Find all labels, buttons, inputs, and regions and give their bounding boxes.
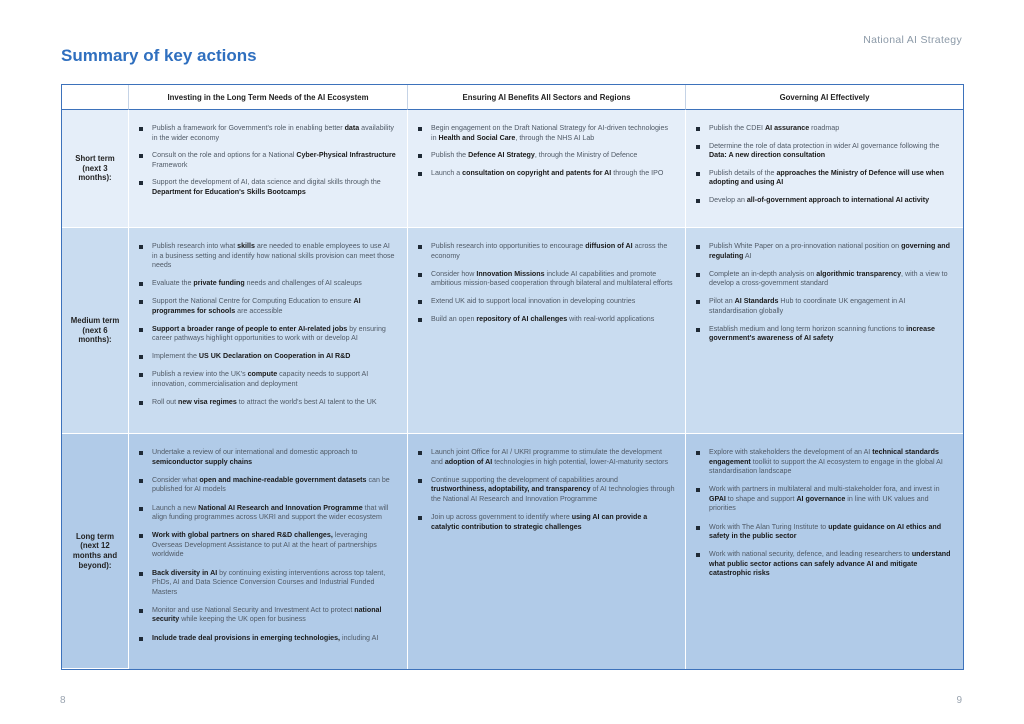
action-text: , through the NHS AI Lab — [515, 133, 595, 142]
action-item — [416, 448, 675, 467]
action-item — [694, 523, 953, 542]
action-text: Work with national security, defence, and leading researchers to — [709, 550, 912, 559]
action-text: Publish the CDEI — [709, 124, 765, 132]
key-actions-table — [61, 84, 964, 670]
long-term-long-term-needs — [129, 434, 408, 669]
action-text: Join up across government to identify where — [431, 513, 572, 522]
action-emphasis: using AI can provide a catalytic contribution to strategic challenges — [431, 513, 648, 531]
action-text: by ensuring career pathways highlight opportunities to work with or develop AI — [152, 324, 386, 342]
action-emphasis: skills — [237, 242, 255, 250]
action-item — [416, 476, 675, 505]
action-text: , with a view to develop a cross-government standard — [709, 269, 948, 287]
medium-term-long-term-needs — [129, 228, 408, 434]
action-text: Roll out — [152, 397, 179, 406]
action-text: needs and challenges of AI scaleups — [244, 279, 362, 287]
action-item — [137, 352, 397, 362]
action-emphasis: AI Standards — [734, 297, 779, 305]
short-term-long-term-needs — [129, 110, 408, 228]
column-header-governing-ai: Governing AI Effectively — [686, 85, 963, 110]
action-list — [137, 448, 397, 643]
action-emphasis: algorithmic transparency — [816, 269, 902, 278]
action-text: Publish a review into the UK's — [152, 370, 248, 378]
action-item — [137, 476, 397, 495]
action-text: are needed to enable employees to use AI in a business setting and identify how national skills provision can meet those needs — [152, 242, 395, 269]
action-text: by continuing existing interventions across top talent, PhDs, AI and Data Science Conversion Courses and Industrial Funded Masters — [152, 568, 386, 596]
action-item — [694, 485, 953, 514]
action-item — [137, 606, 397, 625]
action-emphasis: Support a broader range of people to enter AI-related jobs — [152, 324, 348, 333]
row-label-medium-term: Medium term (next 6 months): — [62, 228, 129, 434]
action-emphasis: diffusion of AI — [585, 242, 633, 250]
action-item — [694, 242, 953, 261]
action-text: while keeping the UK open for business — [179, 615, 306, 624]
action-item — [694, 297, 953, 316]
action-text: Launch joint Office for AI / UKRI programme to stimulate the development and — [431, 448, 662, 466]
action-text: to attract the world's best AI talent to the UK — [236, 397, 377, 406]
action-text: Complete an in-depth analysis on — [709, 269, 817, 278]
action-text: Work with The Alan Turing Institute to — [709, 522, 829, 531]
action-text: that will align funding programmes across UKRI and support the wider ecosystem — [152, 503, 389, 522]
action-item — [694, 270, 953, 289]
action-emphasis: consultation on copyright and patents for AI — [462, 168, 612, 177]
row-label-long-term: Long term (next 12 months and beyond): — [62, 434, 129, 669]
action-emphasis: Data: A new direction consultation — [709, 151, 826, 159]
action-item — [416, 124, 675, 143]
column-header-ai-benefits: Ensuring AI Benefits All Sectors and Regions — [408, 85, 686, 110]
action-text: roadmap — [809, 124, 840, 132]
action-text: Publish a framework for Government's role in enabling better — [152, 124, 345, 132]
action-text: Work with partners in multilateral and multi-stakeholder fora, and invest in — [709, 485, 940, 494]
action-text: Publish research into opportunities to encourage — [431, 242, 586, 250]
action-item — [694, 448, 953, 477]
action-emphasis: Health and Social Care — [438, 133, 516, 142]
short-term-governing-ai — [686, 110, 963, 228]
action-list — [694, 124, 953, 205]
action-text: Framework — [152, 160, 188, 169]
medium-term-governing-ai — [686, 228, 963, 434]
action-text: are accessible — [235, 306, 283, 315]
action-item — [416, 513, 675, 532]
action-text: Publish White Paper on a pro-innovation national position on — [709, 242, 902, 250]
action-emphasis: Defence AI Strategy — [468, 151, 535, 159]
action-emphasis: governing and regulating — [709, 242, 950, 260]
action-item — [416, 270, 675, 289]
action-emphasis: all-of-government approach to international AI activity — [746, 195, 930, 204]
action-item — [694, 325, 953, 344]
action-text: capacity needs to support AI innovation, commercialisation and deployment — [152, 370, 369, 388]
action-text: Evaluate the — [152, 279, 194, 287]
action-item — [137, 531, 397, 560]
action-emphasis: Work with global partners on shared R&D challenges, — [152, 531, 333, 540]
action-text: Determine the role of data protection in wider AI governance following the — [709, 141, 940, 150]
action-emphasis: AI governance — [796, 494, 846, 503]
action-text: across the economy — [431, 242, 668, 260]
action-emphasis: national security — [152, 605, 382, 624]
action-text: , through the Ministry of Defence — [534, 151, 638, 159]
action-item — [137, 325, 397, 344]
action-emphasis: understand what public sector actions can safely advance AI and mitigate catastrophic risks — [709, 550, 951, 578]
table-corner — [62, 85, 129, 110]
action-text: technologies in high potential, lower-AI-maturity sectors — [492, 457, 669, 466]
action-text: through the IPO — [611, 168, 664, 177]
action-item — [137, 448, 397, 467]
action-text: Explore with stakeholders the development of an AI — [709, 448, 873, 456]
action-list — [416, 242, 675, 325]
action-emphasis: compute — [247, 370, 278, 378]
action-emphasis: update guidance on AI ethics and safety in the public sector — [709, 522, 942, 541]
action-text: Publish details of the — [709, 168, 777, 177]
action-list — [694, 448, 953, 579]
action-emphasis: open and machine-readable government datasets — [199, 475, 367, 484]
action-item — [137, 124, 397, 143]
action-text: to shape and support — [725, 494, 797, 503]
page-number-left: 8 — [60, 695, 66, 706]
action-text: leveraging Overseas Development Assistance to put AI at the heart of partnerships worldwide — [152, 531, 377, 559]
action-item — [694, 196, 953, 206]
action-item — [416, 169, 675, 179]
action-emphasis: US UK Declaration on Cooperation in AI R&D — [198, 352, 351, 360]
action-item — [416, 242, 675, 261]
action-text: Implement the — [152, 352, 199, 360]
action-text: Consider how — [431, 269, 477, 278]
action-emphasis: technical standards engagement — [709, 448, 939, 466]
action-item — [137, 504, 397, 523]
action-item — [137, 279, 397, 289]
action-text: Develop an — [709, 195, 747, 204]
action-text: Consult on the role and options for a National — [152, 151, 297, 159]
action-text: Consider what — [152, 475, 200, 484]
action-list — [137, 124, 397, 197]
action-item — [694, 169, 953, 188]
action-list — [137, 242, 397, 407]
action-item — [694, 550, 953, 579]
long-term-governing-ai — [686, 434, 963, 669]
action-item — [137, 370, 397, 389]
action-item — [416, 315, 675, 325]
action-text: include AI capabilities and promote ambitious mission-based cooperation through bilateral and multilateral efforts — [431, 269, 673, 287]
short-term-ai-benefits — [408, 110, 686, 228]
action-text: AI — [743, 251, 752, 260]
action-list — [416, 124, 675, 178]
action-text: Hub to coordinate UK engagement in AI standardisation globally — [709, 297, 906, 315]
action-text: Support the development of AI, data science and digital skills through the — [152, 178, 381, 186]
action-emphasis: Department for Education's Skills Bootcamps — [152, 187, 306, 196]
action-item — [416, 297, 675, 307]
action-text: of AI technologies through the National AI Research and Innovation Programme — [431, 485, 675, 503]
action-item — [416, 151, 675, 161]
action-item — [694, 124, 953, 134]
action-list — [694, 242, 953, 344]
column-header-long-term-needs: Investing in the Long Term Needs of the AI Ecosystem — [129, 85, 408, 110]
action-text: Monitor and use National Security and Investment Act to protect — [152, 605, 355, 614]
action-item — [694, 142, 953, 161]
action-item — [137, 634, 397, 644]
action-emphasis: repository of AI challenges — [476, 315, 568, 323]
action-text: Begin engagement on the Draft National Strategy for AI-driven technologies in — [431, 124, 668, 142]
action-text: Build an open — [431, 315, 477, 323]
action-text: including AI — [340, 633, 379, 642]
action-emphasis: approaches the Ministry of Defence will use when adopting and using AI — [709, 168, 944, 186]
action-text: can be published for AI models — [152, 475, 390, 494]
long-term-ai-benefits — [408, 434, 686, 669]
action-emphasis: Cyber-Physical Infrastructure — [296, 151, 396, 159]
action-text: availability in the wider economy — [152, 124, 394, 142]
action-emphasis: data — [344, 124, 360, 132]
action-text: Launch a new — [152, 503, 199, 512]
action-item — [137, 297, 397, 316]
action-emphasis: increase government's awareness of AI safety — [709, 324, 935, 342]
action-emphasis: trustworthiness, adoptability, and transparency — [431, 485, 591, 494]
action-text: Publish the — [431, 151, 469, 159]
action-emphasis: private funding — [193, 279, 245, 287]
document-title: National AI Strategy — [863, 34, 962, 46]
action-emphasis: Include trade deal provisions in emerging technologies, — [152, 633, 341, 642]
action-item — [137, 569, 397, 598]
action-list — [416, 448, 675, 532]
action-text: Support the National Centre for Computing Education to ensure — [152, 297, 354, 305]
action-emphasis: adoption of AI — [444, 457, 493, 466]
action-emphasis: AI assurance — [765, 124, 810, 132]
medium-term-ai-benefits — [408, 228, 686, 434]
row-label-short-term: Short term (next 3 months): — [62, 110, 129, 228]
action-emphasis: Innovation Missions — [476, 269, 545, 278]
action-emphasis: Back diversity in AI — [152, 568, 218, 577]
action-text: Establish medium and long term horizon scanning functions to — [709, 324, 907, 333]
action-emphasis: AI programmes for schools — [152, 297, 361, 315]
action-item — [137, 151, 397, 170]
action-item — [137, 178, 397, 197]
action-text: Undertake a review of our international and domestic approach to — [152, 448, 358, 456]
action-text: Extend UK aid to support local innovation in developing countries — [431, 297, 636, 305]
action-emphasis: National AI Research and Innovation Programme — [198, 503, 363, 512]
action-text: Continue supporting the development of capabilities around — [431, 475, 618, 484]
action-text: Pilot an — [709, 297, 735, 305]
action-text: in line with UK values and priorities — [709, 494, 929, 513]
action-text: Publish research into what — [152, 242, 238, 250]
action-text: toolkit to support the AI ecosystem to engage in the global AI standardisation landscape — [709, 457, 943, 475]
action-emphasis: GPAI — [709, 494, 726, 503]
action-emphasis: new visa regimes — [178, 397, 237, 406]
action-text: with real-world applications — [567, 315, 655, 323]
page-number-right: 9 — [956, 695, 962, 706]
page-title: Summary of key actions — [61, 46, 257, 65]
action-item — [137, 398, 397, 408]
action-text: Launch a — [431, 168, 463, 177]
action-item — [137, 242, 397, 271]
action-emphasis: semiconductor supply chains — [152, 457, 253, 466]
